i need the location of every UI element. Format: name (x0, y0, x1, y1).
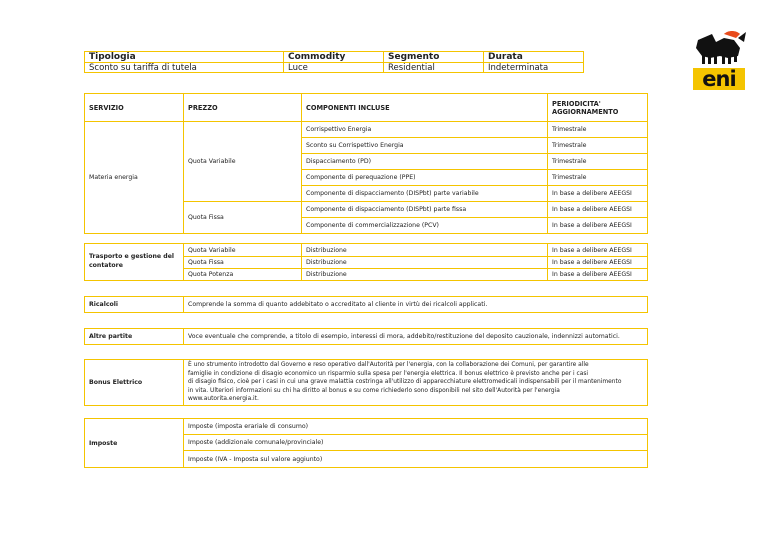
period-cell: Trimestrale (547, 169, 648, 186)
service-bonus-elettrico: Bonus Elettrico (84, 359, 184, 406)
header-componenti: COMPONENTI INCLUSE (301, 93, 548, 122)
component-cell: Componente di commercializzazione (PCV) (301, 217, 548, 234)
period-cell: In base a delibere AEEGSI (547, 268, 648, 281)
component-cell: Componente di dispacciamento (DISPbt) parte fissa (301, 201, 548, 218)
component-cell: Distribuzione (301, 243, 548, 257)
imposte-row: Imposte (addizionale comunale/provinciale) (183, 434, 648, 451)
service-ricalcoli: Ricalcoli (84, 296, 184, 313)
service-trasporto: Trasporto e gestione del contatore (84, 243, 184, 281)
component-cell: Distribuzione (301, 256, 548, 269)
commodity-value: Luce (283, 62, 384, 73)
price-cell: Quota Variabile (183, 243, 302, 257)
eni-logo (690, 30, 748, 92)
component-cell: Distribuzione (301, 268, 548, 281)
period-cell: In base a delibere AEEGSI (547, 256, 648, 269)
commodity-label: Commodity (283, 51, 384, 63)
price-quota-variabile: Quota Variabile (183, 121, 302, 202)
component-cell: Sconto su Corrispettivo Energia (301, 137, 548, 154)
price-quota-fissa: Quota Fissa (183, 201, 302, 234)
period-cell: In base a delibere AEEGSI (547, 185, 648, 202)
bonus-elettrico-text (183, 359, 648, 406)
eni-logo-text: eni (702, 67, 736, 91)
period-cell: Trimestrale (547, 153, 648, 170)
bonus-line: famiglie in condizione di disagio economico un risparmio sulla spesa per l'energia elettrica. Il bonus elettrico è previsto anche per i casi (188, 370, 589, 377)
service-imposte: Imposte (84, 418, 184, 468)
bonus-line: di disagio fisico, cioè per i casi in cui una grave malattia costringa all'utilizzo di apparecchiature elettromedicali indispensabili per il mantenimento (188, 379, 622, 386)
segmento-value: Residential (383, 62, 484, 73)
header-prezzo: PREZZO (183, 93, 302, 122)
component-cell: Componente di dispacciamento (DISPbt) parte variabile (301, 185, 548, 202)
period-cell: Trimestrale (547, 121, 648, 138)
component-cell: Componente di perequazione (PPE) (301, 169, 548, 186)
service-altre-partite: Altre partite (84, 328, 184, 345)
bonus-line: È uno strumento introdotto dal Governo e reso operativo dall'Autorità per l'energia, con la collaborazione dei Comuni, per garantire alle (188, 362, 589, 369)
bonus-link[interactable]: www.autorita.energia.it. (188, 396, 259, 403)
period-cell: In base a delibere AEEGSI (547, 201, 648, 218)
bonus-line: in vita. Ulteriori informazioni su chi ha diritto al bonus e su come richiederlo sono disponibili nel sito dell'Autorità per l'energia (188, 387, 560, 394)
ricalcoli-text: Comprende la somma di quanto addebitato o accreditato al cliente in virtù dei ricalcoli applicati. (183, 296, 648, 313)
imposte-row: Imposte (IVA - Imposta sul valore aggiunto) (183, 450, 648, 468)
tipologia-label: Tipologia (84, 51, 284, 63)
price-cell: Quota Potenza (183, 268, 302, 281)
header-servizio: SERVIZIO (84, 93, 184, 122)
period-cell: Trimestrale (547, 137, 648, 154)
component-cell: Corrispettivo Energia (301, 121, 548, 138)
segmento-label: Segmento (383, 51, 484, 63)
tipologia-value: Sconto su tariffa di tutela (84, 62, 284, 73)
component-cell: Dispacciamento (PD) (301, 153, 548, 170)
price-cell: Quota Fissa (183, 256, 302, 269)
altre-partite-text: Voce eventuale che comprende, a titolo di esempio, interessi di mora, addebito/restituzione del deposito cauzionale, indennizzi automatici. (183, 328, 648, 345)
imposte-row: Imposte (imposta erariale di consumo) (183, 418, 648, 435)
period-cell: In base a delibere AEEGSI (547, 217, 648, 234)
durata-label: Durata (483, 51, 584, 63)
header-periodicita: PERIODICITA' AGGIORNAMENTO (547, 93, 648, 122)
service-materia-energia: Materia energia (84, 121, 184, 234)
period-cell: In base a delibere AEEGSI (547, 243, 648, 257)
durata-value: Indeterminata (483, 62, 584, 73)
